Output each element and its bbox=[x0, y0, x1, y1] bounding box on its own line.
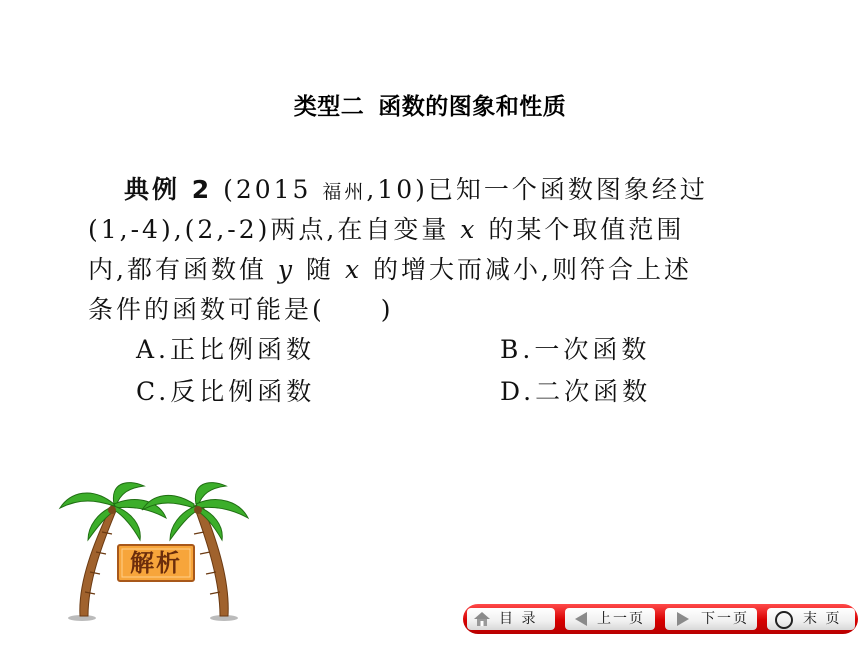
option-c-letter: C. bbox=[136, 377, 171, 406]
source-city: 福州 bbox=[322, 181, 367, 203]
condition-text: 条件的函数可能是( bbox=[88, 295, 325, 324]
last-page-label: 末 页 bbox=[803, 611, 842, 627]
problem-text bbox=[88, 170, 760, 330]
problem-line-2 bbox=[88, 210, 760, 250]
prev-page-label: 上一页 bbox=[597, 611, 645, 627]
within-text: 内,都有函数值 bbox=[88, 255, 267, 284]
close-paren: ) bbox=[380, 295, 394, 324]
option-a bbox=[136, 330, 315, 366]
analysis-button[interactable] bbox=[52, 482, 252, 627]
toc-button[interactable] bbox=[467, 604, 555, 634]
option-c-text: 反比例函数 bbox=[170, 377, 316, 406]
range-text: 的某个取值范围 bbox=[488, 215, 685, 244]
option-d bbox=[500, 372, 651, 408]
option-a-text: 正比例函数 bbox=[170, 335, 316, 364]
option-d-text: 二次函数 bbox=[535, 377, 652, 406]
option-b-text: 一次函数 bbox=[534, 335, 651, 364]
circle-icon bbox=[773, 608, 795, 630]
prev-page-button[interactable] bbox=[565, 604, 655, 634]
points-text: (1,-4),(2,-2)两点,在自变量 bbox=[88, 215, 450, 244]
var-x-2: x bbox=[344, 255, 363, 284]
nav-bar bbox=[463, 604, 858, 634]
example-label: 典例 2 bbox=[124, 175, 213, 204]
option-b bbox=[500, 330, 650, 366]
problem-line-1 bbox=[88, 170, 760, 210]
next-page-button[interactable] bbox=[665, 604, 757, 634]
toc-label: 目 录 bbox=[499, 611, 538, 627]
decrease-text: 的增大而减小,则符合上述 bbox=[373, 255, 692, 284]
problem-line-3 bbox=[88, 250, 760, 290]
option-c bbox=[136, 372, 315, 408]
section-topic: 函数的图象和性质 bbox=[378, 94, 567, 120]
option-b-letter: B. bbox=[500, 335, 535, 364]
analysis-label[interactable]: 解析 bbox=[130, 549, 182, 577]
arrow-left-icon bbox=[571, 608, 591, 630]
source-open: (2015 bbox=[223, 175, 312, 204]
section-type-label: 类型二 bbox=[293, 94, 365, 120]
next-page-label: 下一页 bbox=[701, 611, 749, 627]
section-title bbox=[0, 88, 860, 121]
arrow-right-icon bbox=[673, 608, 693, 630]
with-text: 随 bbox=[305, 255, 334, 284]
option-a-letter: A. bbox=[136, 335, 171, 364]
var-y: y bbox=[277, 255, 296, 284]
source-close: ,10)已知一个函数图象经过 bbox=[366, 175, 708, 204]
home-icon bbox=[471, 608, 493, 630]
var-x: x bbox=[460, 215, 478, 244]
last-page-button[interactable] bbox=[767, 604, 855, 634]
problem-line-4 bbox=[88, 290, 760, 330]
option-d-letter: D. bbox=[500, 377, 536, 406]
